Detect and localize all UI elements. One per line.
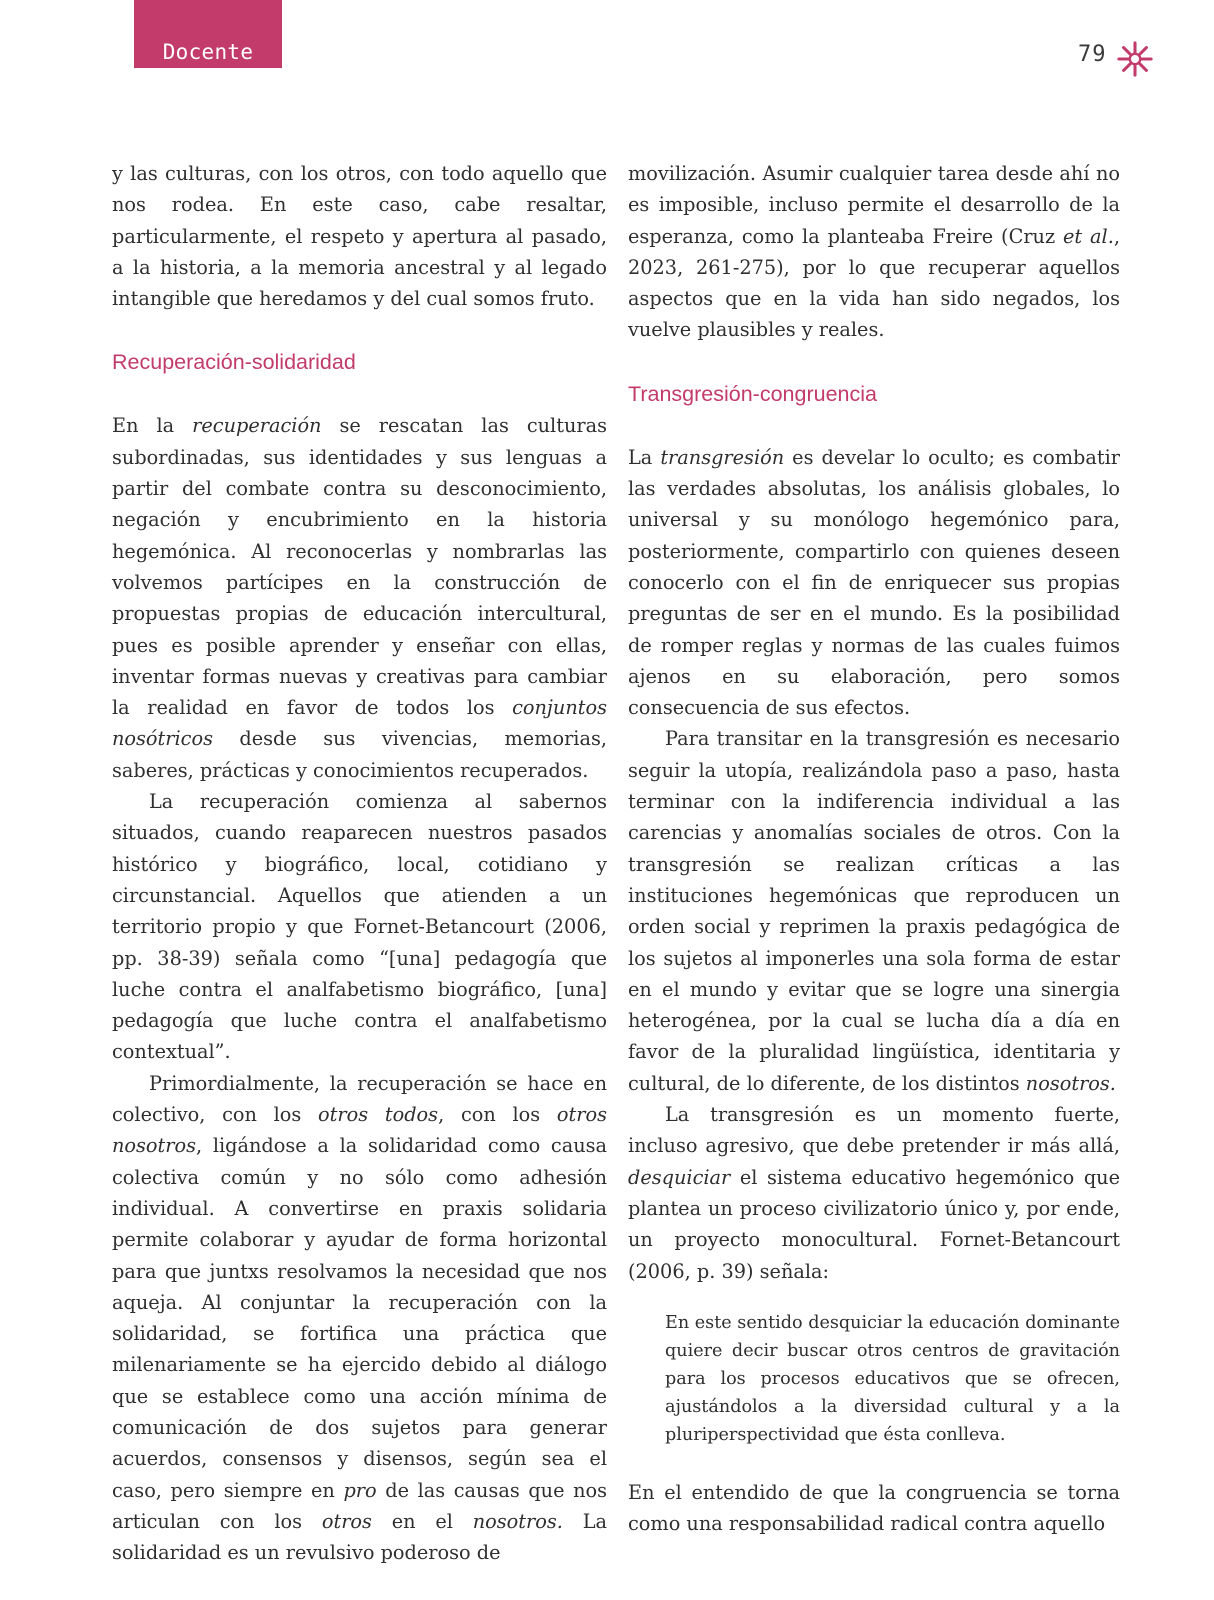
flower-icon [1116, 40, 1154, 78]
paragraph: y las culturas, con los otros, con todo aquello que nos rodea. En este caso, cabe resaltar, particularmente, el respeto y apertura al pasado, a la historia, a la memoria ancestral y al legado intangible que heredamos y del cual somos fruto. [112, 162, 607, 311]
left-column [112, 158, 607, 1568]
block-quote: En este sentido desquiciar la educación dominante quiere decir buscar otros centros de gravitación para los procesos educativos que se ofrecen, ajustándolos a la diversidad cultural y a la pluriperspectividad que ésta conlleva. [665, 1312, 1120, 1445]
right-column [628, 158, 1120, 1539]
section-heading-transgresion: Transgresión-congruencia [628, 381, 877, 406]
section-tab [134, 0, 282, 68]
paragraph: Para transitar en la transgresión es necesario seguir la utopía, realizándola paso a paso, hasta terminar con la indiferencia individual a las carencias y anomalías sociales de otros. Con la transgresión se realizan críticas a las instituciones hegemónicas que reproducen un orden social y reprimen la praxis pedagógica de los sujetos al imponerles una sola forma de estar en el mundo y evitar que se logre una sinergia heterogénea, por la cual se lucha día a día en favor de la pluralidad lingüística, identitaria y cultural, de lo diferente, de los distintos nosotros. [628, 727, 1120, 1095]
paragraph: movilización. Asumir cualquier tarea desde ahí no es imposible, incluso permite el desarrollo de la esperanza, como la planteaba Freire (Cruz et al., 2023, 261-275), por lo que recuperar aquellos aspectos que en la vida han sido negados, los vuelve plausibles y reales. [628, 162, 1120, 342]
paragraph: La transgresión es develar lo oculto; es combatir las verdades absolutas, los análisis globales, lo universal y su monólogo hegemónico para, posteriormente, compartirlo con quienes deseen conocerlo con el fin de enriquecer sus propias preguntas de ser en el mundo. Es la posibilidad de romper reglas y normas de las cuales fuimos ajenos en su elaboración, pero somos consecuencia de sus efectos. [628, 445, 1120, 720]
section-heading-recuperacion: Recuperación-solidaridad [112, 350, 356, 375]
page-number: 79 [1078, 42, 1107, 67]
paragraph: La recuperación comienza al sabernos situados, cuando reaparecen nuestros pasados histórico y biográfico, local, cotidiano y circunstancial. Aquellos que atienden a un territorio propio y que Fornet-Betancourt (2006, pp. 38-39) señala como “[una] pedagogía que luche contra el analfabetismo biográfico, [una] pedagogía que luche contra el analfabetismo contextual”. [112, 790, 607, 1064]
paragraph: Primordialmente, la recuperación se hace en colectivo, con los otros todos, con los otros nosotros, ligándose a la solidaridad como causa colectiva común y no sólo como adhesión individual. A convertirse en praxis solidaria permite colaborar y ayudar de forma horizontal para que juntxs resolvamos la necesidad que nos aqueja. Al conjuntar la recuperación con la solidaridad, se fortifica una práctica que milenariamente se ha ejercido debido al diálogo que se establece como una acción mínima de comunicación de dos sujetos para generar acuerdos, consensos y disensos, según sea el caso, pero siempre en pro de las causas que nos articulan con los otros en el nosotros. La solidaridad es un revulsivo poderoso de [112, 1071, 608, 1565]
section-label: Docente [162, 40, 254, 64]
paragraph: En el entendido de que la congruencia se torna como una responsabilidad radical contra aquello [628, 1480, 1120, 1536]
paragraph: La transgresión es un momento fuerte, incluso agresivo, que debe pretender ir más allá, desquiciar el sistema educativo hegemónico que plantea un proceso civilizatorio único y, por ende, un proyecto monocultural. Fornet-Betancourt (2006, p. 39) señala: [628, 1103, 1120, 1283]
paragraph: En la recuperación se rescatan las culturas subordinadas, sus identidades y sus lenguas a partir del combate contra su desconocimiento, negación y encubrimiento en la historia hegemónica. Al reconocerlas y nombrarlas las volvemos partícipes en la construcción de propuestas propias de educación intercultural, pues es posible aprender y enseñar con ellas, inventar formas nuevas y creativas para cambiar la realidad en favor de todos los conjuntos nosótricos desde sus vivencias, memorias, saberes, prácticas y conocimientos recuperados. [112, 414, 607, 782]
